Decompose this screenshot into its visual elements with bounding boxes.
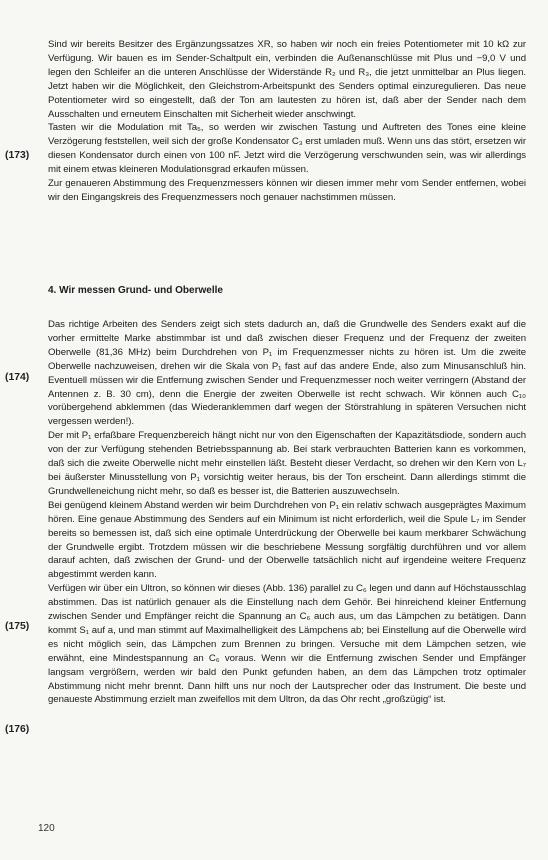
text-block-top [48, 38, 526, 205]
text-block-main [48, 318, 526, 707]
margin-marker-173: (173) [5, 150, 30, 161]
paragraph-ultron: Verfügen wir über ein Ultron, so können wir dieses (Abb. 136) parallel zu C₆ legen und dann auf Höchstausschlag abstimmen. Das ist natürlich genauer als die Einstellung nach dem Gehör. Bei hinreichend kleiner Entfernung zwischen Sender und Empfänger reicht die Spannung an C₆ auch aus, um das Lämpchen zu betätigen. Dann kommt S₁ auf a, und man stimmt auf Maximalhelligkeit des Lämpchens ab; bei Einstellung auf die Oberwelle wird es nicht möglich sein, das Lämpchen zum Brennen zu bringen. Versuche mit dem Lämpchen setzen, wie erwähnt, eine Mindestspannung an C₆ voraus. Wenn wir die Entfernung zwischen Sender und Empfänger langsam vergrößern, werden wir bald den Punkt gefunden haben, an dem das Lämpchen trotz optimaler Abstimmung nicht mehr brennt. Dann hilft uns nur noch der Lautsprecher oder das Instrument. Die beste und genaueste Abstimmung erzielt man zweifellos mit dem Ultron, da das Ohr recht „großzügig“ ist. [48, 583, 526, 706]
paragraph-harmonic-check: Das richtige Arbeiten des Senders zeigt sich stets dadurch an, daß die Grundwelle des Senders exakt auf die vorher ermittelte Marke abstimmbar ist und daß zwischen dieser Frequenz und der Frequenz der zweiten Oberwelle (81,36 MHz) beim Durchdrehen von P₁ im Frequenzmesser nichts zu hören ist. Um die zweite Oberwelle nachzuweisen, drehen wir die Skala von P₁ fast auf das andere Ende, also zum Minusanschluß hin. Eventuell müssen wir die Entfernung zwischen Sender und Frequenzmesser noch weiter verringern (Abstand der Antennen z. B. 30 cm), denn die Energie der zweiten Oberwelle ist recht schwach. Wir können auch C₁₀ vorübergehend abklemmen (das Wiederanklemmen darf wegen der Störstrahlung in späteren Versuchen nicht vergessen werden!). [48, 319, 526, 428]
margin-marker-174: (174) [5, 372, 30, 383]
page-number: 120 [38, 823, 55, 834]
paragraph-modulation: Tasten wir die Modulation mit Ta₅, so werden wir zwischen Tastung und Auftreten des Tones eine kleine Verzögerung feststellen, weil sich der große Kondensator C₃ erst umladen muß. Wenn uns das stört, ersetzen wir diesen Kondensator durch einen von 100 nF. Jetzt wird die Verzögerung verschwunden sein, was wir allerdings mit einem etwas kleineren Modulationsgrad erkaufen müssen. [48, 122, 526, 176]
paragraph-frequency-meter: Zur genaueren Abstimmung des Frequenzmessers können wir diesen immer mehr vom Sender entfernen, wobei wir den Eingangskreis des Frequenzmessers noch genauer nachstimmen müssen. [48, 178, 526, 203]
margin-marker-176: (176) [5, 724, 30, 735]
paragraph-maximum: Bei genügend kleinem Abstand werden wir beim Durchdrehen von P₁ ein relativ schwach ausgeprägtes Maximum hören. Eine genaue Abstimmung des Senders auf ein Minimum ist nicht erforderlich, weil die Spule L₇ im Sender bereits so bemessen ist, daß sich eine optimale Unterdrückung der Oberwelle bei kaum merkbarer Schwächung der Grundwelle ergibt. Trotzdem müssen wir die beschriebene Messung sorgfältig durchführen und vor allem darauf achten, daß zwischen der Grund- und der Oberwelle tatsächlich nicht auf irgendeine weitere Frequenz abgestimmt werden kann. [48, 499, 526, 581]
paragraph-frequency-range: Der mit P₁ erfaßbare Frequenzbereich hängt nicht nur von den Eigenschaften der Kapazitätsdiode, sondern auch von der zur Verfügung stehenden Betriebsspannung ab. Bei stark verbrauchten Batterien kann es vorkommen, daß sich die zweite Oberwelle nicht mehr einstellen läßt. Besteht dieser Verdacht, so drehen wir den Kern von L₇ bei äußerster Minusstellung von P₁ vorsichtig weiter heraus, bis der Ton erscheint. Dann allerdings stimmt die Grundwelleneichung nicht mehr, so daß es besser ist, die Batterien auszuwechseln. [48, 430, 526, 497]
margin-marker-175: (175) [5, 621, 30, 632]
paragraph-potentiometer: Sind wir bereits Besitzer des Ergänzungssatzes XR, so haben wir noch ein freies Potentiometer mit 10 kΩ zur Verfügung. Wir bauen es im Sender-Schaltpult ein, verbinden die Außenanschlüsse mit Plus und −9,0 V und legen den Schleifer an die unteren Anschlüsse der Widerstände R₂ und R₃, die jetzt unmittelbar an Plus liegen. Jetzt haben wir die Möglichkeit, den Gleichstrom-Arbeitspunkt des Senders optimal einzuregulieren. Das neue Potentiometer wird so eingestellt, daß der Ton am lautesten zu hören ist, daß aber der Sender nach dem Ausschalten und erneutem Einschalten mit Sicherheit wieder anschwingt. [48, 39, 526, 120]
section-heading: 4. Wir messen Grund- und Oberwelle [48, 285, 223, 296]
